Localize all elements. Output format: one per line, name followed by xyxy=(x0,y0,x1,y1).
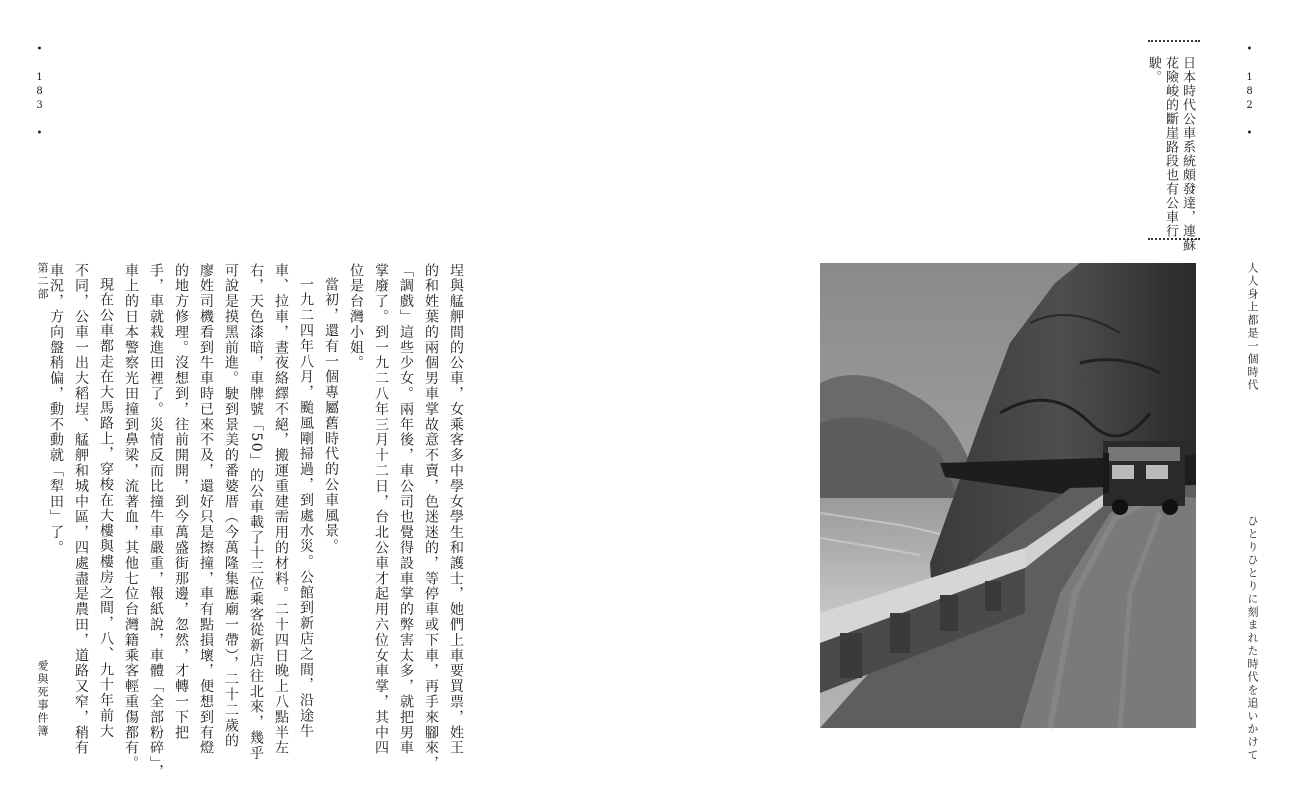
chapter-subtitle-japanese: ひとりひとりに刻まれた時代を追いかけて xyxy=(1246,515,1259,762)
body-line: 當初，還有一個專屬舊時代的公車風景。 xyxy=(323,277,339,555)
photo-caption xyxy=(1145,56,1196,252)
body-line: 現在公車都走在大馬路上，穿梭在大樓與樓房之間，八、九十年前大 xyxy=(98,277,114,739)
body-line: 車上的日本警察光田撞到鼻梁，流著血，其他七位台灣籍乘客輕重傷都有。 xyxy=(123,263,139,772)
page-number-left: • 183 • xyxy=(34,44,45,142)
body-line: 車況，方向盤稍偏，動不動就「犁田」了。 xyxy=(48,263,64,556)
body-line: 一九二四年八月，颱風剛掃過，到處水災。公館到新店之間，沿途牛 xyxy=(298,277,314,739)
section-label: 第二部 xyxy=(36,262,49,301)
chapter-title: 人人身上都是一個時代 xyxy=(1246,262,1259,392)
caption-line: 日本時代公車系統頗發達，連蘇 xyxy=(1180,56,1195,252)
caption-line: 花險峻的斷崖路段也有公車行 xyxy=(1163,56,1178,238)
body-line: 的地方修理。沒想到，往前開開，到今萬盛街那邊，忽然，才轉一下把 xyxy=(173,263,189,741)
body-line: 的和姓葉的兩個男車掌故意不賣，色迷迷的，等停車或下車，再手來腳來， xyxy=(423,263,439,772)
body-line: 可說是摸黑前進。駛到景美的番婆厝（今萬隆集應廟一帶），二十二歲的 xyxy=(223,263,239,749)
body-line: 位是台灣小姐。 xyxy=(348,263,364,371)
body-line: 埕與艋舺間的公車，女乘客多中學女學生和護士，她們上車要買票，姓王 xyxy=(448,263,464,756)
body-line: 車、拉車，晝夜絡繹不絕，搬運重建需用的材料。二十四日晚上八點半左 xyxy=(273,263,289,756)
body-line: 右，天色漆暗，車牌號「50」的公車載了十三位乘客從新店往北來，幾乎 xyxy=(248,263,264,762)
page-number-right: • 182 • xyxy=(1244,44,1255,142)
body-line: 手，車就栽進田裡了。災情反而比撞牛車嚴重，報紙說，車體「全部粉碎」， xyxy=(148,263,164,780)
photo-caption-box xyxy=(1146,40,1200,252)
body-line: 廖姓司機看到牛車時已來不及，還好只是擦撞，車有點損壞，便想到有燈 xyxy=(198,263,214,756)
cliff-road-bus-photo xyxy=(820,263,1196,728)
book-title: 愛與死事件簿 xyxy=(36,660,49,738)
body-text xyxy=(48,263,468,780)
caption-line: 駛。 xyxy=(1146,56,1161,84)
body-line: 不同，公車一出大稻埕、艋舺和城中區，四處盡是農田，道路又窄，稍有 xyxy=(73,263,89,756)
body-line: 「調戲」這些少女。兩年後，車公司也覺得設車掌的弊害太多，就把男車 xyxy=(398,263,414,756)
body-line: 掌廢了。到一九二八年三月十二日，台北公車才起用六位女車掌，其中四 xyxy=(373,263,389,756)
